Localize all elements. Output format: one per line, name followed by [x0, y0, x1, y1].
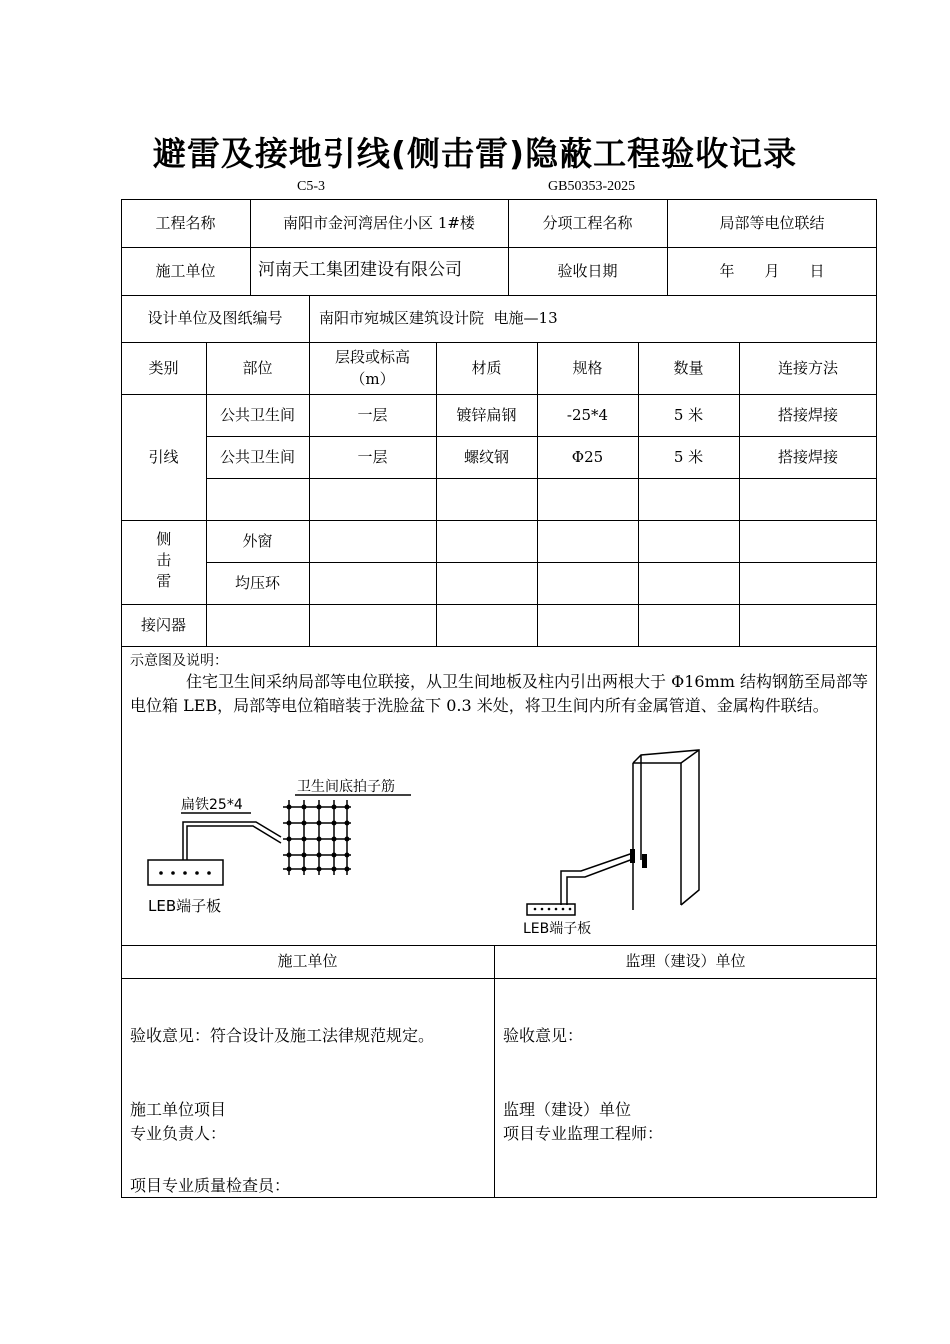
side-strike-window: 外窗	[242, 531, 273, 550]
lead-row-1-spec: -25*4	[566, 405, 609, 424]
supervisor-header: 监理（建设）单位	[625, 952, 746, 971]
contractor-qc: 项目专业质量检查员：	[130, 1176, 291, 1195]
page-title: 避雷及接地引线(侧击雷)隐蔽工程验收记录	[152, 134, 798, 173]
sub-project: 局部等电位联结	[719, 213, 825, 232]
flat-iron-label: 扁铁25*4	[181, 797, 243, 813]
lead-row-1-method: 搭接焊接	[777, 405, 838, 424]
notes-label: 示意图及说明：	[130, 653, 228, 669]
contractor-name: 河南天工集团建设有限公司	[258, 260, 462, 281]
side-strike-ring: 均压环	[234, 573, 280, 592]
col-qty: 数量	[673, 358, 704, 377]
design-info: 南阳市宛城区建筑设计院 电施—13	[319, 309, 558, 328]
contractor-project-line2: 专业负责人：	[130, 1124, 227, 1143]
standard-code: GB50353-2025	[548, 179, 636, 194]
design-label: 设计单位及图纸编号	[147, 309, 283, 328]
lead-row-2-location: 公共卫生间	[219, 447, 295, 466]
col-spec: 规格	[572, 358, 603, 377]
notes-text: 住宅卫生间采纳局部等电位联接，从卫生间地板及柱内引出两根大于 Φ16mm 结构钢筋至局部等电位箱 LEB，局部等电位箱暗装于洗脸盆下 0.3 米处，将卫生间内所有金属管道、金属构件联结。	[130, 672, 868, 715]
project-name: 南阳市金河湾居住小区 1#楼	[283, 213, 475, 232]
side-strike-category: 侧击雷	[154, 530, 173, 594]
col-material: 材质	[471, 358, 502, 377]
acceptance-date-label: 验收日期	[557, 261, 618, 280]
contractor-project-block	[130, 1098, 226, 1146]
contractor-header: 施工单位	[277, 952, 338, 971]
leb-label-right: LEB端子板	[523, 921, 592, 937]
col-floor: 层段或标高（m）	[334, 347, 410, 388]
lead-row-2-method: 搭接焊接	[777, 447, 838, 466]
acceptance-date: 年 月 日	[719, 261, 825, 280]
rebar-label: 卫生间底拍子筋	[297, 779, 395, 795]
supervisor-block	[503, 1098, 663, 1146]
lead-row-2-material: 螺纹钢	[463, 447, 509, 466]
arrester-category: 接闪器	[140, 615, 186, 634]
lead-row-2-spec: Φ25	[571, 447, 604, 466]
sub-project-label: 分项工程名称	[542, 213, 633, 232]
lead-row-1-qty: 5 米	[673, 405, 704, 424]
lead-row-1-location: 公共卫生间	[219, 405, 295, 424]
leb-label-left: LEB端子板	[148, 897, 222, 915]
lead-row-1-material: 镀锌扁钢	[456, 405, 517, 424]
lead-row-1-floor: 一层	[357, 405, 388, 424]
contractor-opinion: 验收意见：符合设计及施工法律规范规定。	[130, 1026, 435, 1045]
col-location: 部位	[242, 358, 273, 377]
supervisor-engineer: 项目专业监理工程师：	[503, 1124, 664, 1143]
lead-row-2-floor: 一层	[357, 447, 388, 466]
contractor-project-line1: 施工单位项目	[130, 1100, 227, 1119]
col-category: 类别	[148, 358, 179, 377]
form-code: C5-3	[297, 179, 325, 194]
col-method: 连接方法	[777, 358, 838, 377]
lead-category: 引线	[148, 447, 179, 466]
supervisor-opinion: 验收意见：	[503, 1026, 584, 1045]
contractor-label: 施工单位	[155, 261, 216, 280]
bonding-diagram	[121, 745, 877, 945]
supervisor-unit: 监理（建设）单位	[503, 1100, 632, 1119]
lead-row-2-qty: 5 米	[673, 447, 704, 466]
project-name-label: 工程名称	[155, 213, 216, 232]
